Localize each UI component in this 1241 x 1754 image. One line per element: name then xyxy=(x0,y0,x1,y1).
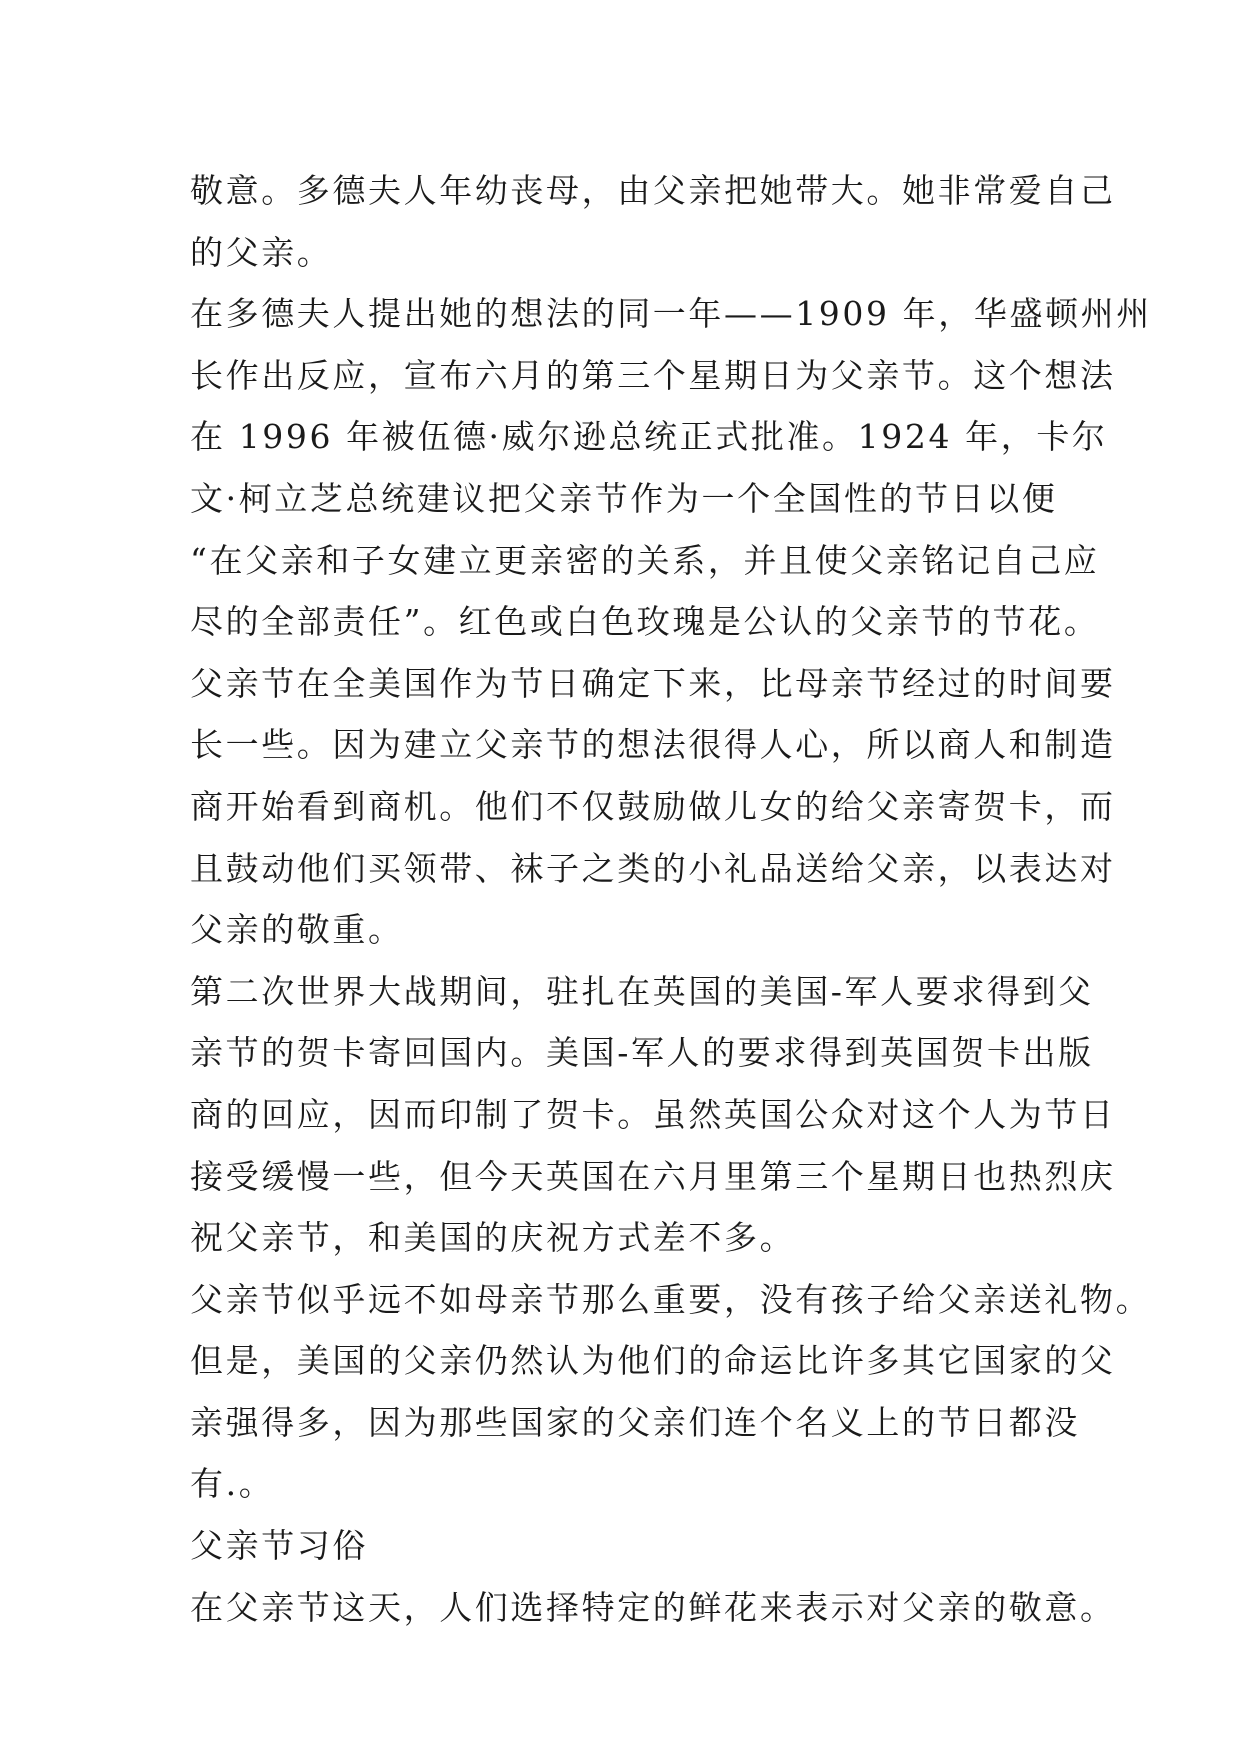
text-line: 祝父亲节，和美国的庆祝方式差不多。 xyxy=(190,1218,796,1258)
text-line: 敬意。多德夫人年幼丧母，由父亲把她带大。她非常爱自己 xyxy=(190,171,1116,210)
text-line: 亲强得多，因为那些国家的父亲们连个名义上的节日都没 xyxy=(190,1402,1080,1442)
body-text xyxy=(190,160,1152,1638)
text-line: 父亲的敬重。 xyxy=(190,910,404,950)
text-line: 在父亲节这天，人们选择特定的鲜花来表示对父亲的敬意。 xyxy=(190,1587,1116,1627)
text-line: 父亲节在全美国作为节日确定下来，比母亲节经过的时间要 xyxy=(190,663,1116,703)
section-heading: 父亲节习俗 xyxy=(190,1526,368,1566)
text-line: 在多德夫人提出她的想法的同一年——1909 年，华盛顿州州 xyxy=(190,294,1152,334)
text-line: “在父亲和子女建立更亲密的关系，并且使父亲铭记自己应 xyxy=(190,540,1100,580)
text-line: 父亲节似乎远不如母亲节那么重要，没有孩子给父亲送礼物。 xyxy=(190,1279,1152,1319)
text-line: 且鼓动他们买领带、袜子之类的小礼品送给父亲，以表达对 xyxy=(190,848,1116,888)
text-line: 亲节的贺卡寄回国内。美国-军人的要求得到英国贺卡出版 xyxy=(190,1033,1094,1073)
text-line: 第二次世界大战期间，驻扎在英国的美国-军人要求得到父 xyxy=(190,971,1094,1011)
text-line: 长一些。因为建立父亲节的想法很得人心，所以商人和制造 xyxy=(190,725,1116,765)
text-line: 但是，美国的父亲仍然认为他们的命运比许多其它国家的父 xyxy=(190,1341,1116,1381)
text-line: 商开始看到商机。他们不仅鼓励做儿女的给父亲寄贺卡，而 xyxy=(190,786,1116,826)
text-line: 有.。 xyxy=(190,1464,275,1504)
text-line: 在 1996 年被伍德·威尔逊总统正式批准。1924 年，卡尔 xyxy=(190,417,1108,457)
text-line: 文·柯立芝总统建议把父亲节作为一个全国性的节日以便 xyxy=(190,478,1058,518)
text-line: 商的回应，因而印制了贺卡。虽然英国公众对这个人为节日 xyxy=(190,1094,1116,1134)
text-line: 尽的全部责任”。红色或白色玫瑰是公认的父亲节的节花。 xyxy=(190,602,1100,642)
text-line: 长作出反应，宣布六月的第三个星期日为父亲节。这个想法 xyxy=(190,355,1116,395)
text-line: 的父亲。 xyxy=(190,232,333,272)
text-line: 接受缓慢一些，但今天英国在六月里第三个星期日也热烈庆 xyxy=(190,1156,1116,1196)
